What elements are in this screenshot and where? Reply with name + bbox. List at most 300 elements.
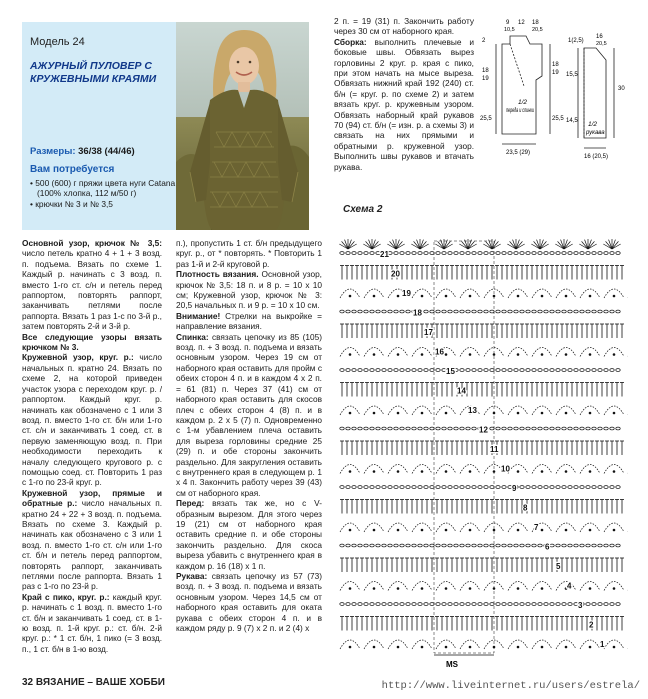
chart-mark (562, 369, 566, 372)
chart-mark (390, 241, 396, 249)
model-info-box (22, 22, 176, 230)
chart-row-number: 17 (424, 328, 433, 337)
chart-mark (460, 369, 464, 372)
schematic-measure: 15,5 (566, 72, 578, 78)
chart-row-number: 20 (391, 269, 400, 279)
chart-mark (532, 252, 536, 255)
chart-mark (454, 603, 458, 606)
model-number: Модель 24 (30, 36, 85, 48)
schematic-measure: 2 (482, 38, 486, 44)
schematic-measure: 30 (618, 86, 625, 92)
chart-mark (397, 646, 400, 649)
chart-mark (520, 252, 524, 255)
chart-row-number: 3 (578, 601, 583, 610)
chart-mark (606, 241, 612, 249)
chart-mark (574, 369, 578, 372)
chart-mark (586, 603, 590, 606)
chart-mark (526, 486, 530, 489)
chart-mark (580, 427, 584, 430)
chart-mark (586, 544, 590, 547)
chart-mark (460, 427, 464, 430)
chart-mark (592, 369, 596, 372)
chart-mark (388, 427, 392, 430)
chart-mark (616, 427, 620, 430)
chart-mark (349, 295, 352, 298)
chart-mark (421, 470, 424, 473)
chart-mark (418, 427, 422, 430)
model-photo (176, 22, 309, 230)
chart-mark (469, 295, 472, 298)
chart-mark (493, 529, 496, 532)
chart-mark (592, 427, 596, 430)
chart-mark (421, 529, 424, 532)
chart-mark (490, 427, 494, 430)
chart-mark (589, 470, 592, 473)
chart-mark (550, 427, 554, 430)
chart-mark (436, 252, 440, 255)
chart-mark (454, 427, 458, 430)
chart-mark (565, 470, 568, 473)
chart-mark (526, 544, 530, 547)
chart-mark (478, 369, 482, 372)
chart-row-number: 7 (534, 523, 539, 532)
chart-mark (358, 603, 362, 606)
schematic-label: 1/2 (588, 121, 598, 128)
chart-mark (562, 310, 566, 313)
chart-mark (376, 427, 380, 430)
chart-row-number: 5 (556, 562, 561, 571)
chart-mark (445, 353, 448, 356)
chart-mark (556, 427, 560, 430)
chart-mark (520, 369, 524, 372)
chart-mark (544, 486, 548, 489)
chart-mark (421, 646, 424, 649)
chart-row-number: 13 (468, 406, 477, 415)
chart-mark (388, 486, 392, 489)
text-paragraph: Сборка: выполнить плечевые и боковые швы. Обвязать вырез горловины 2 круг. р. края с пико, при этом начать на мысе выреза. Обвязать нижний край 192 (240) ст. б/н (= круг. р. по схеме 2) и затем вязать круг. р. кружевным узором. Обвязать наборный край рукавов 70 (94) ст. б/н (= изн. р. а схемы 3) и связать на них прямыми и обратными р. кружевной узор. Выполнить швы рукавов и втачать рукава. (334, 36, 474, 172)
chart-mark (400, 544, 404, 547)
chart-mark (397, 412, 400, 415)
chart-mark (610, 544, 614, 547)
chart-row-number: 14 (457, 386, 466, 396)
chart-mark (382, 310, 386, 313)
chart-mark (589, 646, 592, 649)
chart-mark (484, 603, 488, 606)
chart-mark (616, 544, 620, 547)
text-column-3 (334, 16, 474, 192)
chart-mark (418, 252, 422, 255)
chart-mark (492, 241, 498, 249)
chart-mark (442, 486, 446, 489)
chart-mark (406, 603, 410, 606)
chart-mark (592, 310, 596, 313)
chart-mark (592, 252, 596, 255)
chart-mark (445, 529, 448, 532)
chart-mark (616, 369, 620, 372)
chart-mark (397, 295, 400, 298)
chart-mark (406, 486, 410, 489)
chart-mark (517, 412, 520, 415)
chart-mark (346, 252, 350, 255)
chart-row-number: 6 (545, 542, 550, 552)
chart-mark (366, 241, 372, 249)
chart-mark (466, 369, 470, 372)
chart-mark (364, 252, 368, 255)
chart-mark (348, 241, 354, 249)
chart-mark (564, 241, 570, 249)
chart-mark (544, 252, 548, 255)
chart-mark (445, 412, 448, 415)
chart-mark (598, 252, 602, 255)
chart-mark (469, 529, 472, 532)
chart-mark (586, 252, 590, 255)
chart-mark (424, 252, 428, 255)
chart-mark (418, 486, 422, 489)
chart-mark (364, 486, 368, 489)
chart-mark (532, 544, 536, 547)
schematic-label: переда и спинки (506, 108, 535, 114)
chart-mark (574, 252, 578, 255)
chart-mark (340, 310, 344, 313)
chart-mark (541, 295, 544, 298)
chart-mark (532, 427, 536, 430)
chart-mark (520, 486, 524, 489)
chart-mark (541, 412, 544, 415)
chart-mark (373, 587, 376, 590)
chart-mark (364, 603, 368, 606)
chart-mark (616, 603, 620, 606)
chart-mark (502, 486, 506, 489)
chart-mark (484, 486, 488, 489)
chart-mark (364, 427, 368, 430)
chart-mark (502, 603, 506, 606)
chart-mark (544, 369, 548, 372)
chart-mark (454, 310, 458, 313)
chart-mark (478, 252, 482, 255)
chart-mark (358, 252, 362, 255)
chart-mark (544, 427, 548, 430)
chart-mark (445, 646, 448, 649)
chart-mark (556, 310, 560, 313)
chart-mark (342, 241, 348, 249)
chart-row-number: 16 (435, 347, 444, 357)
chart-mark (436, 427, 440, 430)
chart-mark (538, 252, 542, 255)
chart-mark (469, 470, 472, 473)
chart-mark (394, 603, 398, 606)
chart-mark (349, 412, 352, 415)
chart-mark (517, 295, 520, 298)
chart-mark (448, 310, 452, 313)
chart-mark (373, 353, 376, 356)
chart-mark (610, 252, 614, 255)
chart-mark (472, 486, 476, 489)
chart-mark (421, 295, 424, 298)
text-paragraph: Кружевной узор, круг. р.: число начальных п. кратно 24. Вязать по схеме 2, на которой приведен участок узора с переходом круг. р. / раппортом. Каждый круг. р. начинать как обозначено с 1 или 3 возд. п. вместо 1-го ст. б/н или 1-го ст. с/н и заканчивать 1 соед. ст. в первую заменяющую возд. п. При необходимости переходить к началу следующего кругового р. с помощью соед. ст. Повторить 1 раз с 1-го по 23-й круг. р. (22, 352, 162, 488)
chart-mark (604, 486, 608, 489)
chart-mark (556, 252, 560, 255)
chart-mark (538, 427, 542, 430)
chart-mark (406, 310, 410, 313)
chart-mark (541, 646, 544, 649)
chart-mark (604, 603, 608, 606)
chart-mark (558, 241, 564, 249)
chart-mark (460, 310, 464, 313)
chart-mark (430, 252, 434, 255)
chart-mark (448, 603, 452, 606)
chart-mark (397, 470, 400, 473)
chart-mark (538, 486, 542, 489)
chart-mark (418, 603, 422, 606)
chart-mark (496, 544, 500, 547)
page-number: 32 (22, 677, 34, 688)
chart-mark (586, 369, 590, 372)
chart-mark (517, 529, 520, 532)
chart-mark (394, 544, 398, 547)
chart-mark (466, 603, 470, 606)
schematic-measure: 10,5 (504, 27, 515, 33)
chart-mark (613, 295, 616, 298)
chart-mark (438, 241, 444, 249)
chart-mark (592, 603, 596, 606)
schematic-measure: 23,5 (29) (506, 150, 531, 156)
chart-mark (424, 544, 428, 547)
chart-row-number: 2 (589, 620, 594, 630)
chart-mark (520, 603, 524, 606)
chart-mark (589, 412, 592, 415)
chart-mark (466, 486, 470, 489)
chart-mark (502, 427, 506, 430)
chart-mark (604, 252, 608, 255)
chart-mark (430, 310, 434, 313)
chart-mark (580, 252, 584, 255)
chart-mark (510, 241, 516, 249)
chart-mark (562, 252, 566, 255)
chart-mark (394, 310, 398, 313)
chart-mark (460, 544, 464, 547)
chart-mark (550, 310, 554, 313)
chart-mark (534, 241, 540, 249)
chart-mark (340, 544, 344, 547)
chart-mark (382, 427, 386, 430)
chart-mark (598, 310, 602, 313)
materials-item: • 500 (600) г пряжи цвета нуги Catana (100% хлопка, 112 м/50 г) (30, 178, 176, 199)
chart-mark (589, 587, 592, 590)
chart-mark (442, 544, 446, 547)
chart-mark (616, 310, 620, 313)
chart-mark (469, 646, 472, 649)
chart-mark (382, 544, 386, 547)
text-paragraph: Рукава: связать цепочку из 57 (73) возд. п. + 3 возд. п. подъема и вязать основным узором. Через 14,5 см от наборного края оставить для оката рукава с обеих сторон 4 п. и в каждом ряду р. 9 (7) х 2 п. и 2 (4) х (176, 571, 322, 634)
chart-mark (541, 353, 544, 356)
chart-mark (364, 544, 368, 547)
ms-label: MS (446, 660, 458, 669)
text-column-2 (176, 238, 322, 674)
chart-mark (490, 544, 494, 547)
chart-mark (421, 587, 424, 590)
chart-mark (340, 486, 344, 489)
chart-mark (520, 310, 524, 313)
chart-mark (580, 369, 584, 372)
chart-mark (472, 427, 476, 430)
chart-mark (466, 544, 470, 547)
chart-mark (340, 603, 344, 606)
chart-mark (400, 427, 404, 430)
chart-mark (370, 603, 374, 606)
chart-mark (586, 486, 590, 489)
chart-mark (517, 470, 520, 473)
chart-mark (420, 241, 426, 249)
chart-mark (400, 603, 404, 606)
text-paragraph: Внимание! Стрелки на выкройке = направление вязания. (176, 310, 322, 332)
chart-mark (372, 241, 378, 249)
chart-mark (556, 544, 560, 547)
chart-mark (520, 544, 524, 547)
chart-mark (472, 252, 476, 255)
chart-mark (340, 252, 344, 255)
chart-mark (382, 369, 386, 372)
chart-mark (550, 369, 554, 372)
schematic-measure: 16 (596, 34, 603, 40)
chart-mark (612, 241, 618, 249)
chart-mark (484, 252, 488, 255)
chart-mark (460, 252, 464, 255)
chart-mark (445, 295, 448, 298)
chart-mark (412, 252, 416, 255)
text-paragraph: Основной узор, крючок № 3,5: число петель кратно 4 + 1 + 3 возд. п. подъема. Вязать по схеме 1. Каждый р. начинать с 3 возд. п. вместо 1-го ст. с/н и петель перед раппортом, повторять раппорт, заканчивать петлями после раппорта. Вязать 1 раз 1-с по 3-й р., затем повторять 2-й и 3-й р. (22, 238, 162, 332)
chart-mark (540, 241, 546, 249)
chart-mark (610, 427, 614, 430)
schematic-measure: 25,5 (480, 116, 492, 122)
crochet-chart (338, 235, 628, 670)
chart-mark (424, 486, 428, 489)
chart-mark (430, 427, 434, 430)
chart-mark (349, 470, 352, 473)
chart-mark (424, 369, 428, 372)
chart-mark (508, 369, 512, 372)
chart-mark (349, 646, 352, 649)
chart-mark (502, 310, 506, 313)
chart-row-number: 8 (523, 503, 528, 513)
chart-mark (349, 587, 352, 590)
chart-mark (376, 310, 380, 313)
chart-mark (436, 544, 440, 547)
chart-mark (448, 427, 452, 430)
chart-mark (613, 353, 616, 356)
chart-mark (610, 310, 614, 313)
chart-mark (424, 603, 428, 606)
chart-mark (478, 486, 482, 489)
chart-mark (472, 310, 476, 313)
chart-mark (478, 603, 482, 606)
chart-mark (346, 369, 350, 372)
chart-mark (418, 369, 422, 372)
chart-mark (424, 310, 428, 313)
text-paragraph: Плотность вязания. Основной узор, крючок № 3,5: 18 п. и 8 р. = 10 х 10 см; Кружевной узор, крючок № 3: 20,5 начальных п. и 9 р. = 10 х 10 см. (176, 269, 322, 311)
chart-mark (604, 544, 608, 547)
chart-mark (550, 603, 554, 606)
schematic-measure: 16 (20,5) (584, 154, 609, 160)
schematic-measure: 18 (532, 20, 539, 26)
chart-mark (466, 252, 470, 255)
chart-mark (430, 544, 434, 547)
chart-mark (376, 486, 380, 489)
chart-mark (541, 587, 544, 590)
chart-mark (352, 252, 356, 255)
chart-mark (445, 470, 448, 473)
chart-mark (340, 369, 344, 372)
chart-mark (472, 603, 476, 606)
chart-mark (508, 544, 512, 547)
chart-mark (346, 603, 350, 606)
chart-mark (448, 252, 452, 255)
chart-mark (532, 603, 536, 606)
chart-row-number: 10 (501, 464, 510, 474)
chart-mark (598, 369, 602, 372)
chart-mark (565, 529, 568, 532)
chart-mark (538, 310, 542, 313)
chart-mark (514, 427, 518, 430)
chart-mark (484, 544, 488, 547)
chart-mark (382, 486, 386, 489)
chart-mark (490, 252, 494, 255)
chart-mark (394, 486, 398, 489)
chart-mark (565, 353, 568, 356)
chart-mark (406, 369, 410, 372)
schematic-measure: 18 (482, 68, 489, 74)
chart-mark (532, 369, 536, 372)
chart-mark (502, 544, 506, 547)
chart-mark (538, 603, 542, 606)
chart-mark (586, 427, 590, 430)
chart-mark (604, 310, 608, 313)
chart-mark (460, 486, 464, 489)
chart-mark (388, 544, 392, 547)
chart-mark (490, 310, 494, 313)
materials-list (30, 178, 176, 209)
schematic-measure: 18 (552, 62, 559, 68)
chart-mark (346, 544, 350, 547)
chart-mark (397, 529, 400, 532)
chart-mark (472, 544, 476, 547)
chart-mark (589, 529, 592, 532)
chart-mark (370, 486, 374, 489)
chart-mark (466, 310, 470, 313)
chart-mark (514, 369, 518, 372)
schematic-measure: 20,5 (532, 27, 543, 33)
chart-mark (406, 252, 410, 255)
chart-mark (436, 486, 440, 489)
chart-mark (574, 310, 578, 313)
chart-mark (568, 603, 572, 606)
chart-mark (526, 427, 530, 430)
chart-mark (445, 587, 448, 590)
chart-mark (472, 369, 476, 372)
chart-mark (373, 295, 376, 298)
chart-mark (574, 486, 578, 489)
chart-mark (358, 544, 362, 547)
chart-mark (496, 310, 500, 313)
chart-mark (412, 369, 416, 372)
chart-mark (544, 310, 548, 313)
chart-mark (358, 486, 362, 489)
chart-mark (544, 603, 548, 606)
chart-mark (442, 252, 446, 255)
chart-mark (346, 310, 350, 313)
text-paragraph: Перед: вязать так же, но с V-образным вырезом. Для этого через 19 (21) см от наборного края оставить средние п. и обе стороны закончить раздельно. Для скоса выреза убавить с внутреннего края в каждом р. 16 (18) х 1 п. (176, 498, 322, 571)
chart-mark (346, 427, 350, 430)
chart-mark (568, 544, 572, 547)
